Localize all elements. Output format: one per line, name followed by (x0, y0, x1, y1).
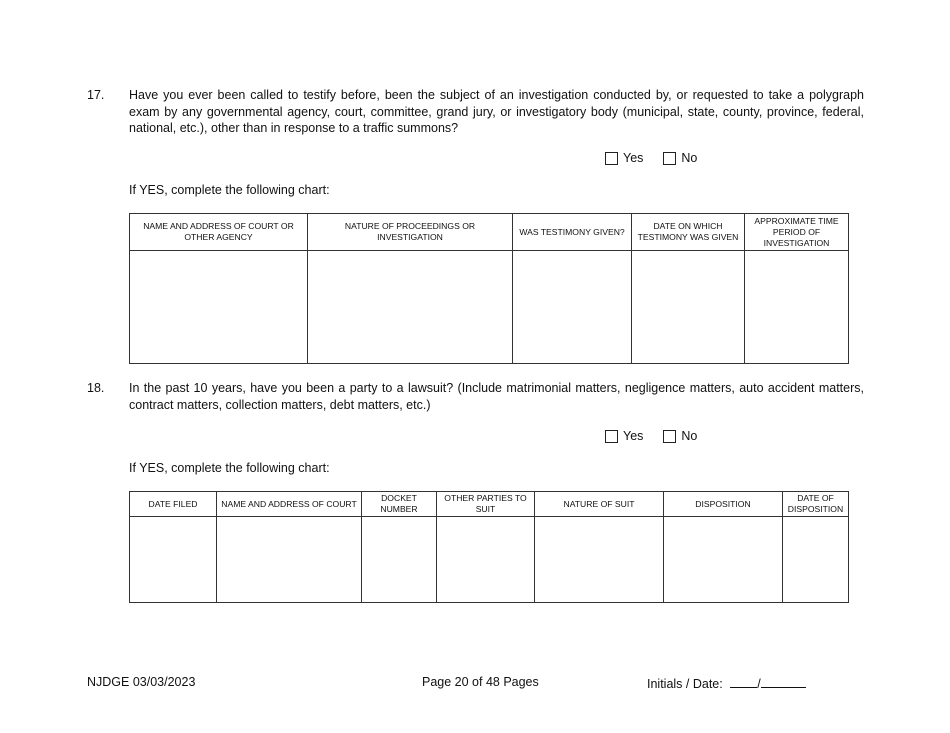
question-text: In the past 10 years, have you been a party to a lawsuit? (Include matrimonial matters, negligence matters, auto accident matters, contract matters, collection matters, debt matters, etc.) (129, 381, 864, 412)
table-row (130, 517, 849, 603)
col-header-testimony-date: DATE ON WHICH TESTIMONY WAS GIVEN (632, 214, 745, 251)
cell-nature-suit[interactable] (535, 517, 664, 603)
date-separator: / (757, 677, 761, 691)
cell-testimony-date[interactable] (632, 251, 745, 364)
q17-yes-checkbox[interactable] (605, 152, 618, 165)
page-number: Page 20 of 48 Pages (422, 675, 539, 689)
col-header-other-parties: OTHER PARTIES TO SUIT (437, 492, 535, 517)
date-field[interactable] (761, 675, 806, 688)
cell-court-agency[interactable] (130, 251, 308, 364)
cell-time-period[interactable] (745, 251, 849, 364)
q17-no-checkbox[interactable] (663, 152, 676, 165)
no-label: No (681, 151, 698, 165)
col-header-time-period: APPROXIMATE TIME PERIOD OF INVESTIGATION (745, 214, 849, 251)
table-row (130, 251, 849, 364)
question-17 (87, 87, 864, 137)
q17-chart (129, 213, 849, 364)
cell-disposition-date[interactable] (783, 517, 849, 603)
q18-if-yes-instruction: If YES, complete the following chart: (129, 461, 330, 475)
q18-no-checkbox[interactable] (663, 430, 676, 443)
col-header-nature-proceedings: NATURE OF PROCEEDINGS OR INVESTIGATION (308, 214, 513, 251)
cell-nature-proceedings[interactable] (308, 251, 513, 364)
q17-if-yes-instruction: If YES, complete the following chart: (129, 183, 330, 197)
cell-docket[interactable] (362, 517, 437, 603)
initials-field[interactable] (730, 675, 757, 688)
col-header-disposition: DISPOSITION (664, 492, 783, 517)
no-label: No (681, 429, 698, 443)
question-18 (87, 380, 864, 413)
cell-testimony-given[interactable] (513, 251, 632, 364)
cell-disposition[interactable] (664, 517, 783, 603)
col-header-testimony-given: WAS TESTIMONY GIVEN? (513, 214, 632, 251)
yes-label: Yes (623, 151, 644, 165)
question-text: Have you ever been called to testify before, been the subject of an investigation conducted by, or requested to take a polygraph exam by any governmental agency, court, committee, grand jury, or investigatory body (municipal, state, county, province, federal, national, etc.), other than in response to a traffic summons? (129, 88, 864, 135)
cell-date-filed[interactable] (130, 517, 217, 603)
col-header-court-agency: NAME AND ADDRESS OF COURT OR OTHER AGENCY (130, 214, 308, 251)
q18-chart (129, 491, 849, 603)
q18-yes-checkbox[interactable] (605, 430, 618, 443)
question-number: 18. (87, 381, 105, 395)
cell-court[interactable] (217, 517, 362, 603)
yes-label: Yes (623, 429, 644, 443)
q18-answer (605, 429, 717, 443)
col-header-court: NAME AND ADDRESS OF COURT (217, 492, 362, 517)
question-number: 17. (87, 88, 105, 102)
col-header-nature-suit: NATURE OF SUIT (535, 492, 664, 517)
col-header-disposition-date: DATE OF DISPOSITION (783, 492, 849, 517)
col-header-docket: DOCKET NUMBER (362, 492, 437, 517)
initials-date (647, 675, 806, 691)
q17-answer (605, 151, 717, 165)
cell-other-parties[interactable] (437, 517, 535, 603)
col-header-date-filed: DATE FILED (130, 492, 217, 517)
initials-label: Initials / Date: (647, 677, 723, 691)
form-id: NJDGE 03/03/2023 (87, 675, 196, 689)
